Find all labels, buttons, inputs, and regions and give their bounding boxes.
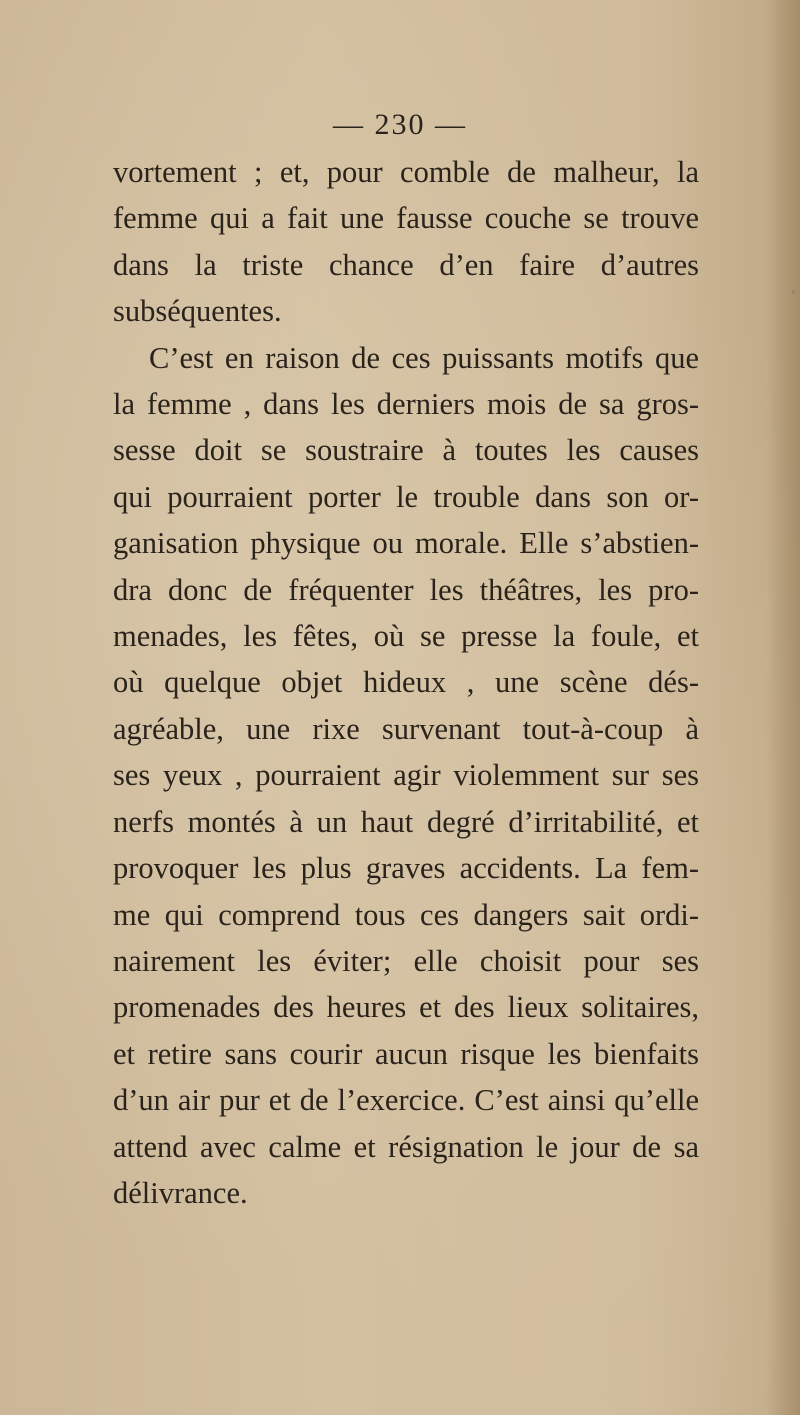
text-line: nairement les éviter; elle choisit pour ses [113,943,699,978]
text-line: nerfs montés à un haut degré d’irritabilité, et [113,804,699,839]
text-line: qui pourraient porter le trouble dans son or- [113,479,699,514]
page-number-header: — 230 — [333,108,467,141]
page-edge-shadow [766,0,800,1415]
text-line: où quelque objet hideux , une scène dés- [113,665,699,700]
text-line: dans la triste chance d’en faire d’autres [113,247,699,282]
text-line: femme qui a fait une fausse couche se trouve [113,201,699,236]
text-line: attend avec calme et résignation le jour de sa [113,1129,699,1164]
text-line: dra donc de fréquenter les théâtres, les pro- [113,572,699,607]
body-text [113,149,699,1216]
text-line: ganisation physique ou morale. Elle s’abstien- [113,526,699,561]
text-line: d’un air pur et de l’exercice. C’est ainsi qu’elle [113,1083,699,1118]
text-line: provoquer les plus graves accidents. La fem- [113,851,699,886]
text-line: vortement ; et, pour comble de malheur, la [113,155,699,189]
text-line: C’est en raison de ces puissants motifs que [149,340,699,375]
text-line: ses yeux , pourraient agir violemment sur ses [113,758,699,793]
text-line: la femme , dans les derniers mois de sa gros- [113,387,699,422]
text-line: promenades des heures et des lieux solitaires, [113,990,699,1025]
text-line: sesse doit se soustraire à toutes les causes [113,433,699,468]
text-line: me qui comprend tous ces dangers sait ordi- [113,897,699,932]
text-line: menades, les fêtes, où se presse la foule, et [113,619,699,654]
text-line: agréable, une rixe survenant tout-à-coup à [113,711,699,746]
text-line: subséquentes. [113,294,282,329]
text-line: délivrance. [113,1175,248,1210]
paper-speck [792,290,795,294]
text-line: et retire sans courir aucun risque les bienfaits [113,1036,699,1071]
